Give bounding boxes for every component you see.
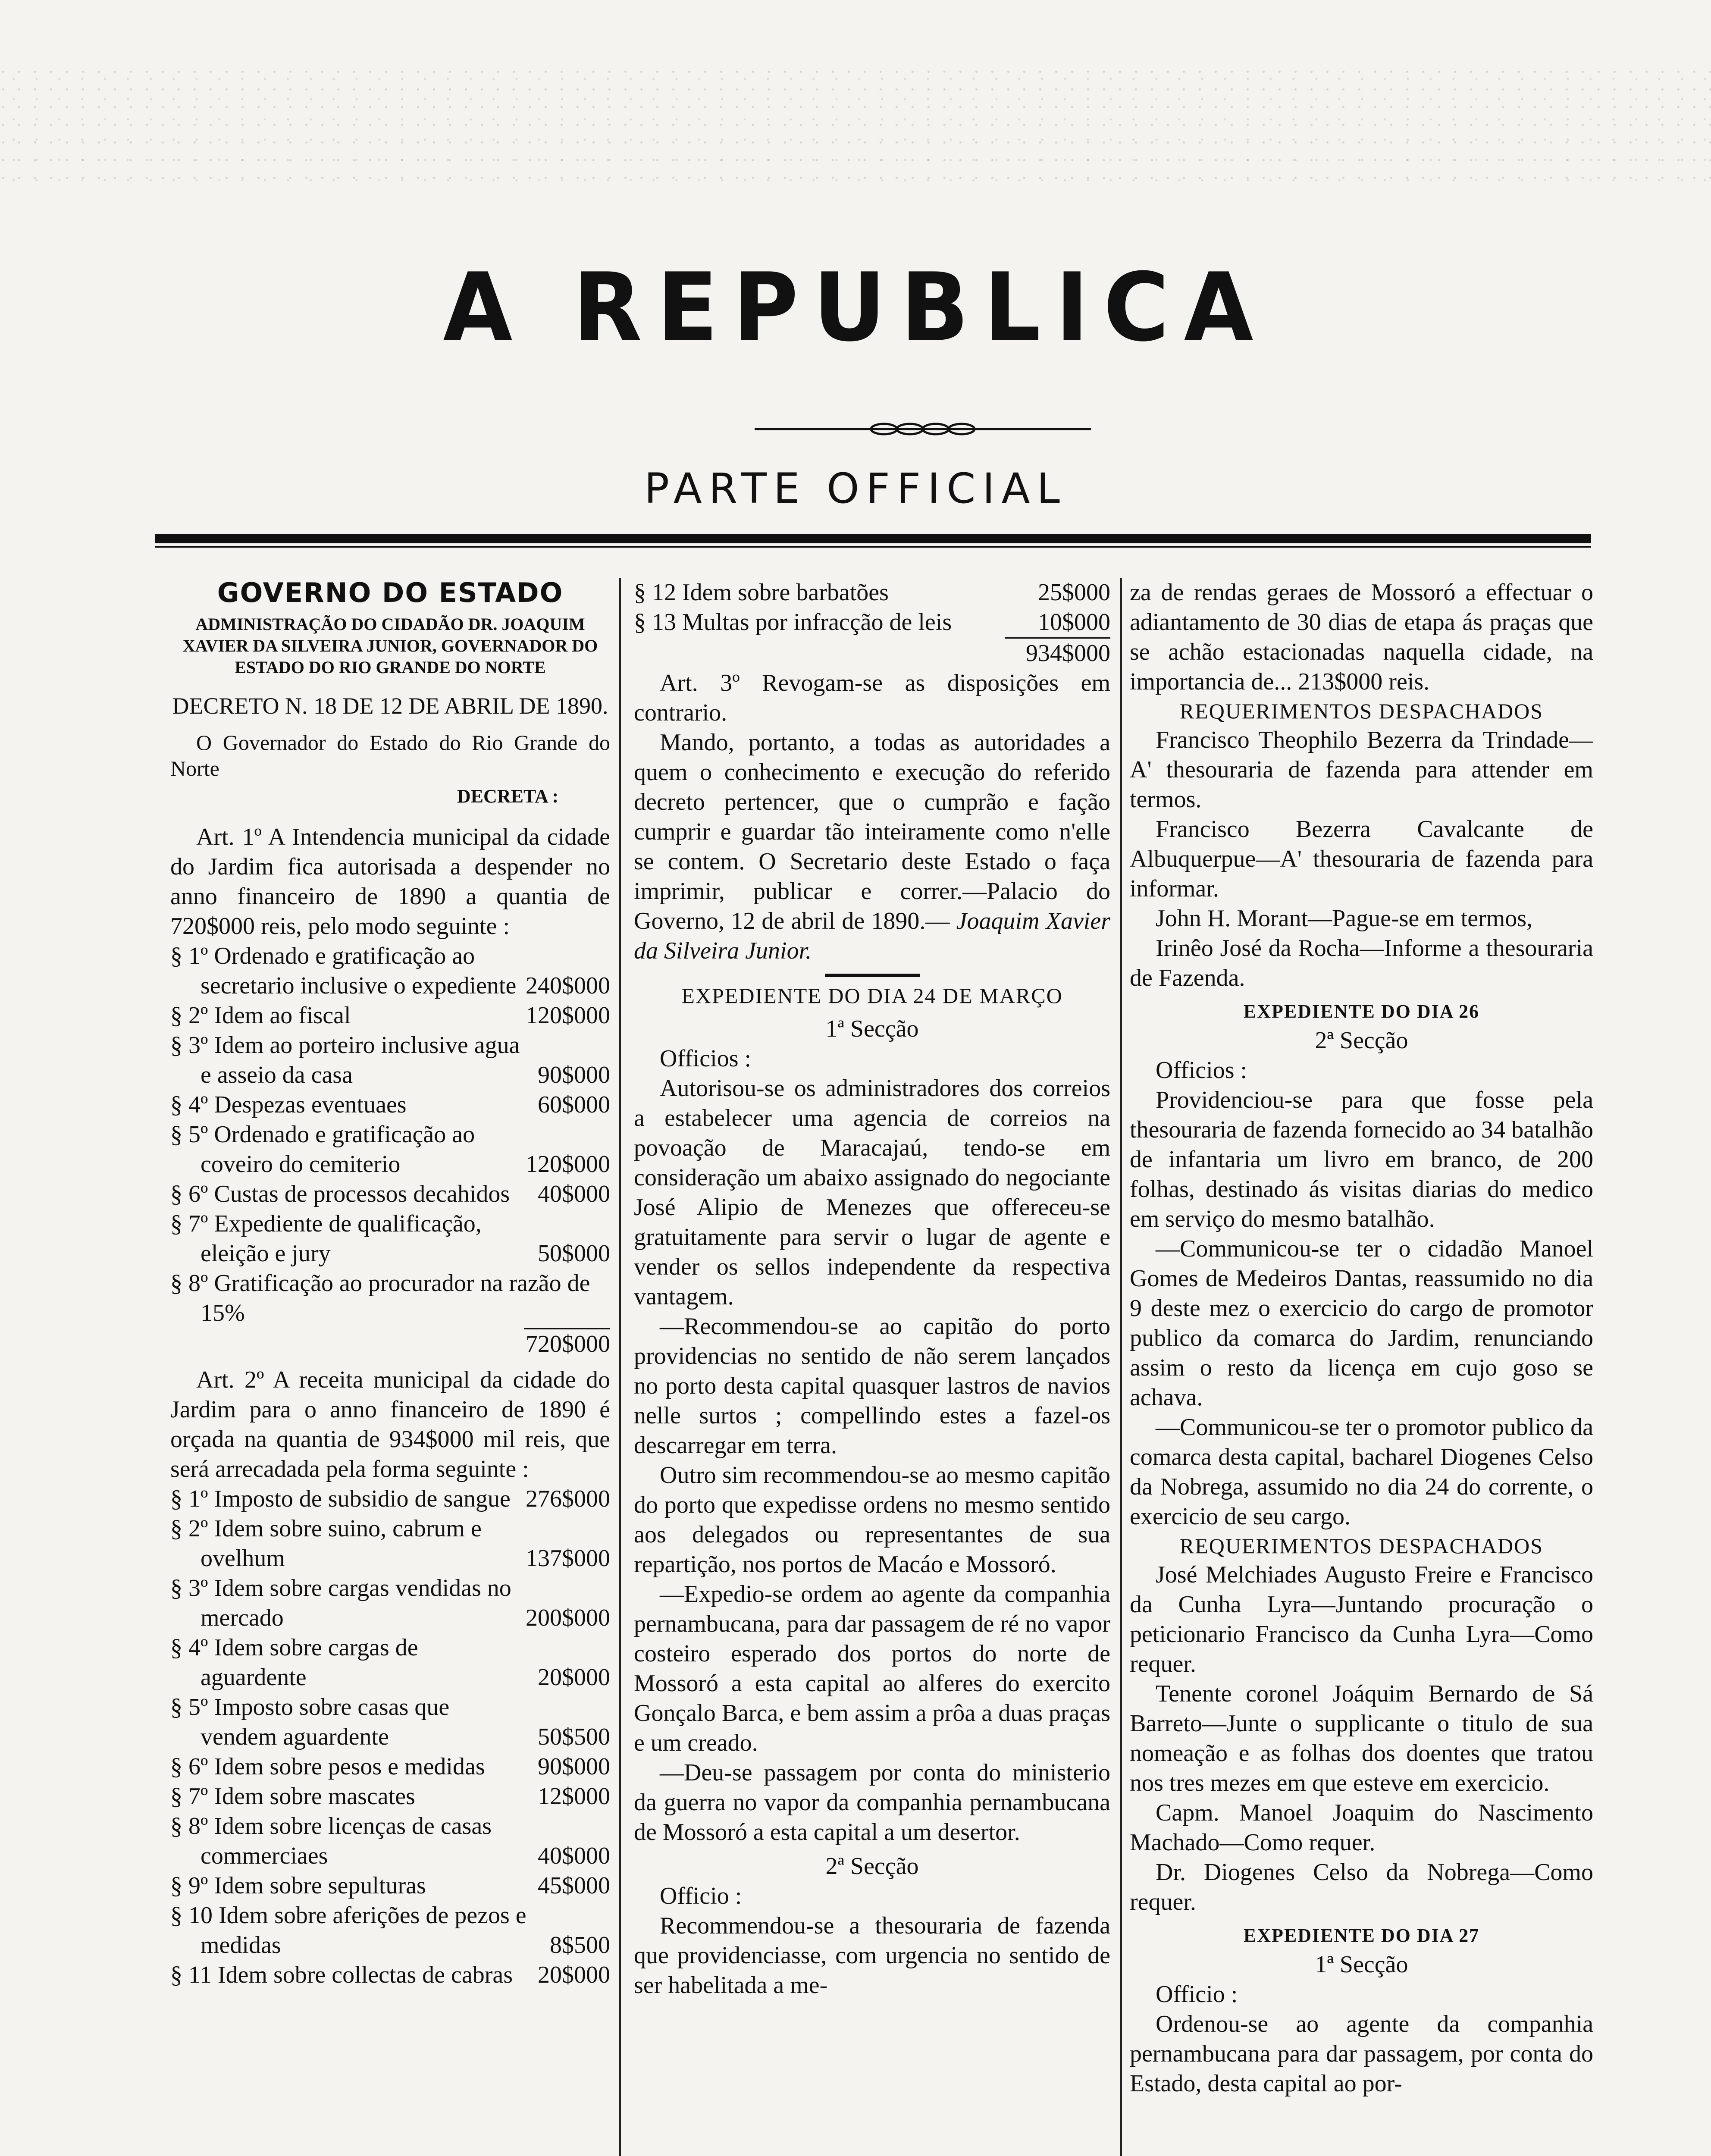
- column-3: [1130, 578, 1593, 2156]
- ledger-label: § 7º Idem sobre mascates: [170, 1783, 415, 1810]
- ledger-label: § 5º Ordenado e gratificação ao coveiro do cemiterio: [170, 1121, 475, 1178]
- ledger-label: § 9º Idem sobre sepulturas: [170, 1872, 426, 1899]
- expediente-27-heading: EXPEDIENTE DO DIA 27: [1243, 1925, 1480, 1946]
- ledger-value: 10$000: [1038, 609, 1110, 636]
- ledger-label: § 7º Expediente de qualificação, eleição e jury: [170, 1210, 482, 1267]
- ledger-row: [170, 1901, 610, 1960]
- ledger-label: § 1º Ordenado e gratificação ao secretario inclusive o expediente: [170, 943, 517, 999]
- ledger-label: § 11 Idem sobre collectas de cabras: [170, 1962, 513, 1988]
- revenue-total: 934$000: [1026, 640, 1110, 667]
- ledger-label: § 8º Gratificação ao procurador na razão de 15%: [170, 1270, 590, 1326]
- requerimento-1: Francisco Theophilo Bezerra da Trindade—A' thesouraria de fazenda para attender em termos.: [1130, 727, 1593, 813]
- article-3: Art. 3º Revogam-se as disposições em contrario.: [634, 670, 1110, 726]
- officio-label: Officio :: [660, 1883, 742, 1909]
- paragraph-agencia: Autorisou-se os administradores dos correios a estabelecer uma agencia de correios na povoação de Maracajaú, tendo-se em consideração um abaixo assignado do negociante José Alipio de Menezes que offereceu-se gratuitamente para servir o lugar de agente e vender os sellos independente da respectiva vantagem.: [634, 1075, 1110, 1310]
- ledger-value: 120$000: [526, 1151, 610, 1178]
- mando-text: Mando, portanto, a todas as autoridades a quem o conhecimento e execução do referido decreto pertencer, que o cumprão e fação cumprir e guardar tão inteiramente como n'elle se contem. O Secretario deste Estado o faça imprimir, publicar e correr.—Palacio do Governo, 12 de abril de 1890.—: [634, 729, 1110, 934]
- ledger-label: § 1º Imposto de subsidio de sangue: [170, 1485, 511, 1512]
- requerimento-7: Capm. Manoel Joaquim do Nascimento Machado—Como requer.: [1130, 1799, 1593, 1856]
- ledger-label: § 8º Idem sobre licenças de casas commerciaes: [170, 1813, 492, 1869]
- ledger-row: [170, 1484, 610, 1514]
- paragraph-outro-sim: Outro sim recommendou-se ao mesmo capitão do porto que expedisse ordens no mesmo sentido aos delegados ou representantes de sua repartição, nos portos de Macáo e Mossoró.: [634, 1462, 1110, 1578]
- ledger-row: [170, 1209, 610, 1269]
- ledger-value: 240$000: [526, 972, 610, 999]
- decree-title: DECRETO N. 18 DE 12 DE ABRIL DE 1890.: [172, 693, 608, 719]
- paragraph-mossoro: za de rendas geraes de Mossoró a effectuar o adiantamento de 30 dias de etapa ás praças que se achão estacionadas naquella cidade, na importancia de... 213$000 reis.: [1130, 579, 1593, 695]
- requerimentos-heading-1: REQUERIMENTOS DESPACHADOS: [1179, 699, 1544, 723]
- paragraph-batalhao: Providenciou-se para que fosse pela thesouraria de fazenda fornecido ao 34 batalhão de infantaria um livro em branco, de 200 folhas, destinado ás visitas diarias do medico em serviço do mesmo batalhão.: [1130, 1087, 1593, 1232]
- ledger-label: § 3º Idem sobre cargas vendidas no mercado: [170, 1575, 511, 1631]
- ledger-value: 25$000: [1038, 579, 1110, 606]
- ledger-label: § 4º Despezas eventuaes: [170, 1091, 407, 1118]
- ledger-value: 50$500: [538, 1724, 610, 1750]
- ledger-value: 45$000: [538, 1872, 610, 1899]
- requerimento-3: John H. Morant—Pague-se em termos,: [1156, 905, 1533, 932]
- ledger-row: [170, 1120, 610, 1179]
- ledger-row: [634, 608, 1110, 637]
- ledger-row: [170, 1782, 610, 1811]
- requerimento-6: Tenente coronel Joáquim Bernardo de Sá Barreto—Junte o supplicante o titulo de sua nomeação e as folhas dos doentes que tratou nos tres mezes em que esteve em exercicio.: [1130, 1680, 1593, 1796]
- paragraph-thesouraria: Recommendou-se a thesouraria de fazenda que providenciasse, com urgencia no sentido de ser habelitada a me-: [634, 1912, 1110, 1999]
- ledger-value: 60$000: [538, 1091, 610, 1118]
- print-noise: [0, 65, 1711, 194]
- ledger-row: [170, 1633, 610, 1692]
- header-rule: [155, 534, 1591, 543]
- ledger-label: § 6º Custas de processos decahidos: [170, 1181, 510, 1207]
- ledger-value: 276$000: [526, 1485, 610, 1512]
- ledger-row: [170, 1001, 610, 1031]
- decreta-label: DECRETA :: [457, 786, 558, 807]
- revenue-list-continued: [634, 578, 1110, 637]
- decree-intro: O Governador do Estado do Rio Grande do Norte: [170, 730, 610, 780]
- revenue-list: [170, 1484, 610, 1990]
- ledger-value: 8$500: [550, 1932, 610, 1959]
- column-1: [170, 578, 610, 2156]
- short-rule: [825, 974, 920, 977]
- government-heading: GOVERNO DO ESTADO: [217, 578, 564, 608]
- requerimento-4: Irinêo José da Rocha—Informe a thesouraria de Fazenda.: [1130, 935, 1593, 991]
- ledger-row: [170, 1179, 610, 1209]
- ledger-row: [634, 578, 1110, 608]
- seccao-2-heading-col3: 2ª Secção: [1315, 1027, 1408, 1054]
- ledger-label: § 6º Idem sobre pesos e medidas: [170, 1753, 485, 1780]
- ledger-value: 20$000: [538, 1664, 610, 1691]
- paragraph-capitao: —Recommendou-se ao capitão do porto providencias no sentido de não serem lançados no porto desta capital quasquer lastros de navios nelle surtos ; compellindo estes a fazel-os descarregar em terra.: [634, 1313, 1110, 1459]
- column-2: [634, 578, 1110, 2156]
- ledger-row: [170, 1514, 610, 1573]
- requerimento-2: Francisco Bezerra Cavalcante de Albuquerpue—A' thesouraria de fazenda para informar.: [1130, 816, 1593, 902]
- ledger-row: [170, 1090, 610, 1120]
- ledger-label: § 13 Multas por infracção de leis: [634, 609, 952, 636]
- mando-paragraph: [634, 728, 1110, 966]
- expense-list: [170, 941, 610, 1328]
- ledger-label: § 10 Idem sobre aferições de pezos e medidas: [170, 1902, 526, 1959]
- column-rule-2: [1120, 578, 1122, 2156]
- ledger-row: [170, 1692, 610, 1752]
- ledger-row: [170, 1269, 610, 1328]
- header-rule-thin: [155, 546, 1591, 548]
- ledger-value: 40$000: [538, 1181, 610, 1207]
- masthead-title: A REPUBLICA: [443, 253, 1268, 363]
- article-2: Art. 2º A receita municipal da cidade do Jardim para o anno financeiro de 1890 é orçada na quantia de 934$000 mil reis, que será arrecadada pela forma seguinte :: [170, 1366, 610, 1482]
- ledger-label: § 5º Imposto sobre casas que vendem aguardente: [170, 1694, 450, 1750]
- seccao-1-heading-col3: 1ª Secção: [1315, 1951, 1408, 1978]
- seccao-2-heading: 2ª Secção: [825, 1853, 919, 1880]
- expense-total: 720$000: [526, 1331, 610, 1357]
- ledger-value: 90$000: [538, 1753, 610, 1780]
- paragraph-promotor-jardim: —Communicou-se ter o cidadão Manoel Gomes de Medeiros Dantas, reassumido no dia 9 deste mez o exercicio do cargo de promotor publico da comarca do Jardim, renunciando assim o resto da licença em cujo goso se achava.: [1130, 1235, 1593, 1411]
- paragraph-promotor-capital: —Communicou-se ter o promotor publico da comarca desta capital, bacharel Diogenes Celso da Nobrega, assumido no dia 24 do corrente, o exercicio de seu cargo.: [1130, 1414, 1593, 1530]
- requerimento-5: José Melchiades Augusto Freire e Francisco da Cunha Lyra—Juntando procuração o peticionario Francisco da Cunha Lyra—Como requer.: [1130, 1561, 1593, 1677]
- governor-signature: Joaquim Xavier da Silveira Junior.: [634, 908, 1110, 964]
- ledger-row: [170, 1811, 610, 1871]
- section-title: PARTE OFFICIAL: [644, 464, 1067, 513]
- paragraph-desertor: —Deu-se passagem por conta do ministerio da guerra no vapor da companhia pernambucana de Mossoró a esta capital a um desertor.: [634, 1759, 1110, 1846]
- ledger-label: § 12 Idem sobre barbatões: [634, 579, 889, 606]
- officio-label-col3: Officio :: [1156, 1981, 1238, 2008]
- administration-subheading: ADMINISTRAÇÃO DO CIDADÃO DR. JOAQUIM XAVIER DA SILVEIRA JUNIOR, GOVERNADOR DO ESTADO DO RIO GRANDE DO NORTE: [182, 614, 598, 677]
- ledger-value: 90$000: [538, 1062, 610, 1088]
- seccao-1-heading: 1ª Secção: [825, 1015, 919, 1042]
- paragraph-companhia: Ordenou-se ao agente da companhia pernambucana para dar passagem, por conta do Estado, desta capital ao por-: [1130, 2011, 1593, 2097]
- expediente-26-heading: EXPEDIENTE DO DIA 26: [1243, 1001, 1480, 1022]
- ledger-row: [170, 1573, 610, 1633]
- ledger-value: 50$000: [538, 1240, 610, 1267]
- ledger-row: [170, 1871, 610, 1901]
- ledger-value: 40$000: [538, 1843, 610, 1869]
- paragraph-passagem: —Expedio-se ordem ao agente da companhia pernambucana, para dar passagem de ré no vapor costeiro esperado dos portos do norte de Mossoró a esta capital ao alferes do exercito Gonçalo Barca, e bem assim a prôa a duas praças e um creado.: [634, 1581, 1110, 1756]
- ledger-label: § 2º Idem ao fiscal: [170, 1002, 351, 1029]
- requerimentos-heading-2: REQUERIMENTOS DESPACHADOS: [1179, 1534, 1544, 1558]
- ledger-row: [170, 941, 610, 1001]
- expediente-24-heading: EXPEDIENTE DO DIA 24 DE MARÇO: [681, 984, 1063, 1008]
- ledger-value: 20$000: [538, 1962, 610, 1988]
- ornament-divider: [755, 420, 1091, 438]
- ledger-row: [170, 1752, 610, 1782]
- requerimento-8: Dr. Diogenes Celso da Nobrega—Como requer.: [1130, 1859, 1593, 1915]
- ledger-label: § 2º Idem sobre suino, cabrum e ovelhum: [170, 1515, 482, 1572]
- ledger-value: 137$000: [526, 1545, 610, 1572]
- ledger-row: [170, 1031, 610, 1090]
- ledger-label: § 4º Idem sobre cargas de aguardente: [170, 1634, 418, 1691]
- column-rule-1: [619, 578, 621, 2156]
- ledger-value: 120$000: [526, 1002, 610, 1029]
- officios-label-col3: Officios :: [1156, 1057, 1247, 1084]
- ledger-row: [170, 1960, 610, 1990]
- ledger-value: 12$000: [538, 1783, 610, 1810]
- article-1: Art. 1º A Intendencia municipal da cidade do Jardim fica autorisada a despender no anno financeiro de 1890 a quantia de 720$000 reis, pelo modo seguinte :: [170, 824, 610, 940]
- ledger-value: 200$000: [526, 1604, 610, 1631]
- ledger-label: § 3º Idem ao porteiro inclusive agua e asseio da casa: [170, 1032, 520, 1088]
- officios-label: Officios :: [660, 1045, 752, 1072]
